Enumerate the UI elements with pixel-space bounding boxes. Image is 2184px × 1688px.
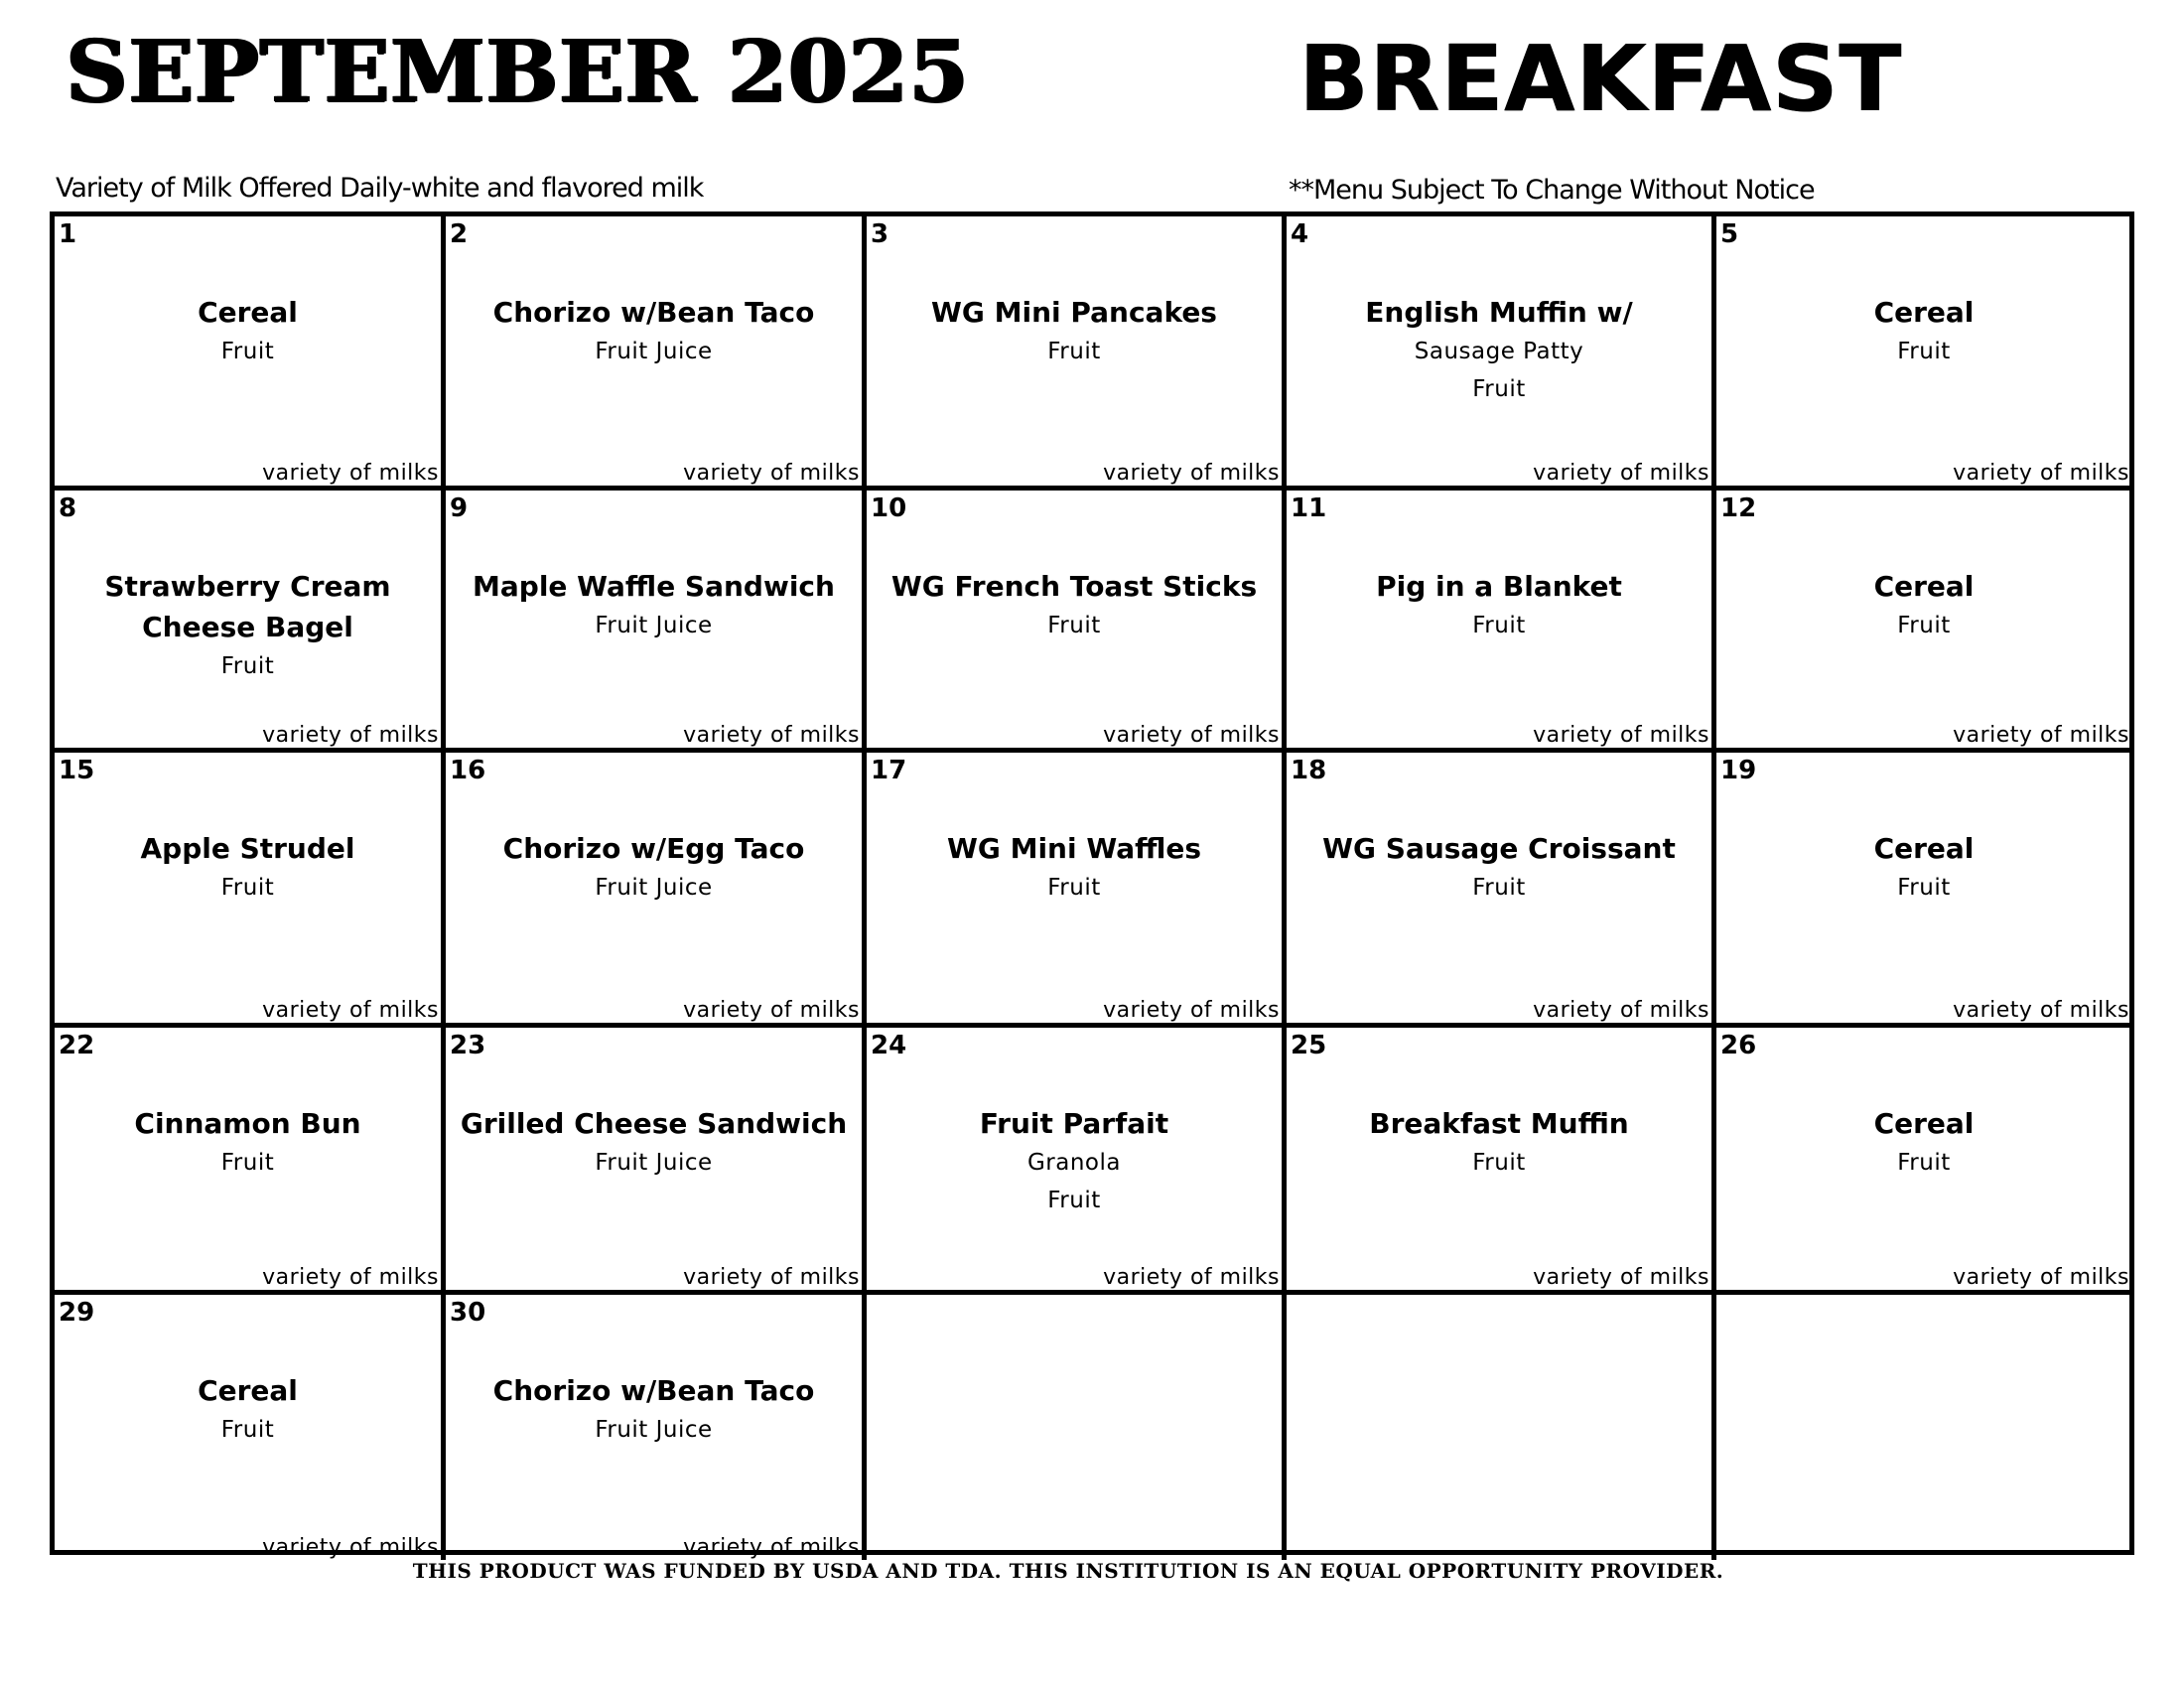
side-items: Sausage Patty Fruit (1414, 339, 1584, 402)
menu-change-note: **Menu Subject To Change Without Notice (1289, 175, 1815, 206)
main-item: Cereal (198, 1374, 298, 1407)
milk-note-cell: variety of milks (1103, 461, 1280, 486)
meal-entry (867, 1103, 1282, 1219)
calendar-day-cell (446, 753, 867, 1028)
day-number: 17 (871, 756, 907, 785)
calendar-day-cell (867, 216, 1287, 491)
day-number: 26 (1720, 1031, 1757, 1060)
main-item: WG Mini Waffles (946, 832, 1202, 865)
meal-entry (1716, 566, 2131, 644)
side-items: Fruit Juice (595, 875, 713, 901)
meal-entry (1287, 292, 1711, 408)
main-item: WG Mini Pancakes (931, 296, 1217, 329)
calendar-day-cell (1287, 1028, 1716, 1295)
calendar-day-cell (867, 491, 1287, 753)
side-items: Fruit (1472, 875, 1526, 901)
meal-entry (446, 292, 862, 370)
side-items: Fruit (1897, 1150, 1951, 1176)
calendar-day-cell (1716, 753, 2131, 1028)
usda-footer-note: THIS PRODUCT WAS FUNDED BY USDA AND TDA. THIS INSTITUTION IS AN EQUAL OPPORTUNITY PROVIDER. (412, 1559, 1724, 1583)
milk-note-cell: variety of milks (1533, 461, 1709, 486)
milk-note-cell: variety of milks (1953, 461, 2129, 486)
side-items: Fruit Juice (595, 1417, 713, 1443)
day-number: 9 (450, 493, 469, 523)
meal-entry (1716, 828, 2131, 907)
day-number: 4 (1291, 219, 1309, 249)
calendar-day-cell (1287, 753, 1716, 1028)
main-item: Chorizo w/Bean Taco (492, 1374, 815, 1407)
day-number: 12 (1720, 493, 1757, 523)
meal-entry (1287, 1103, 1711, 1182)
calendar-day-cell (55, 1028, 446, 1295)
side-items: Fruit (1897, 339, 1951, 364)
calendar-empty-cell (1287, 1295, 1716, 1560)
main-item: Cereal (1873, 1107, 1975, 1140)
calendar-day-cell (1287, 216, 1716, 491)
main-item: Maple Waffle Sandwich (473, 570, 835, 603)
side-items: Fruit (1897, 613, 1951, 638)
meal-entry (55, 828, 441, 907)
side-items: Fruit (220, 653, 275, 679)
milk-note-cell: variety of milks (1103, 998, 1280, 1023)
day-number: 25 (1291, 1031, 1327, 1060)
side-items: Fruit Juice (595, 613, 713, 638)
milk-note-cell: variety of milks (1533, 1265, 1709, 1290)
menu-title: BREAKFAST (1298, 26, 1902, 132)
day-number: 19 (1720, 756, 1757, 785)
main-item: Chorizo w/Egg Taco (502, 832, 805, 865)
side-items: Fruit (220, 339, 275, 364)
calendar-empty-cell (1716, 1295, 2131, 1560)
day-number: 10 (871, 493, 907, 523)
meal-entry (55, 292, 441, 370)
milk-note-cell: variety of milks (1103, 723, 1280, 748)
milk-note-cell: variety of milks (262, 1535, 439, 1560)
milk-note-cell: variety of milks (1533, 723, 1709, 748)
main-item: Fruit Parfait (979, 1107, 1169, 1140)
side-items: Fruit (220, 1417, 275, 1443)
meal-entry (446, 566, 862, 644)
side-items: Fruit (1897, 875, 1951, 901)
day-number: 3 (871, 219, 889, 249)
month-title: SEPTEMBER 2025 (66, 22, 970, 122)
meal-entry (1716, 1103, 2131, 1182)
main-item: Apple Strudel (140, 832, 355, 865)
calendar-empty-cell (867, 1295, 1287, 1560)
side-items: Fruit (1472, 1150, 1526, 1176)
calendar-day-cell (446, 1028, 867, 1295)
main-item: WG Sausage Croissant (1322, 832, 1676, 865)
calendar-day-cell (867, 1028, 1287, 1295)
side-items: Fruit Juice (595, 1150, 713, 1176)
side-items: Fruit (1047, 875, 1101, 901)
milk-note-cell: variety of milks (1953, 723, 2129, 748)
calendar-day-cell (1716, 1028, 2131, 1295)
side-items: Fruit Juice (595, 339, 713, 364)
meal-entry (55, 566, 441, 685)
main-item: Cinnamon Bun (134, 1107, 361, 1140)
main-item: Breakfast Muffin (1369, 1107, 1629, 1140)
meal-entry (55, 1103, 441, 1182)
milk-note-cell: variety of milks (262, 461, 439, 486)
calendar-day-cell (55, 216, 446, 491)
milk-note-cell: variety of milks (683, 1535, 860, 1560)
milk-note-cell: variety of milks (262, 998, 439, 1023)
calendar-day-cell (867, 753, 1287, 1028)
meal-entry (1716, 292, 2131, 370)
day-number: 1 (59, 219, 77, 249)
day-number: 2 (450, 219, 469, 249)
main-item: Strawberry Cream Cheese Bagel (104, 570, 391, 643)
calendar-day-cell (55, 491, 446, 753)
day-number: 8 (59, 493, 77, 523)
day-number: 23 (450, 1031, 486, 1060)
meal-entry (446, 1370, 862, 1449)
day-number: 18 (1291, 756, 1327, 785)
milk-note-cell: variety of milks (1953, 1265, 2129, 1290)
calendar-day-cell (446, 491, 867, 753)
calendar-day-cell (55, 753, 446, 1028)
side-items: Fruit (1047, 613, 1101, 638)
milk-note-cell: variety of milks (683, 1265, 860, 1290)
side-items: Fruit (220, 1150, 275, 1176)
day-number: 11 (1291, 493, 1327, 523)
day-number: 22 (59, 1031, 95, 1060)
milk-note-cell: variety of milks (1103, 1265, 1280, 1290)
side-items: Fruit (1472, 613, 1526, 638)
main-item: Cereal (1873, 570, 1975, 603)
calendar-day-cell (1287, 491, 1716, 753)
meal-entry (446, 828, 862, 907)
main-item: Cereal (1873, 832, 1975, 865)
calendar-day-cell (446, 216, 867, 491)
main-item: Grilled Cheese Sandwich (460, 1107, 848, 1140)
milk-note: Variety of Milk Offered Daily-white and flavored milk (56, 173, 704, 204)
day-number: 30 (450, 1298, 486, 1328)
milk-note-cell: variety of milks (683, 461, 860, 486)
calendar-day-cell (1716, 491, 2131, 753)
main-item: Pig in a Blanket (1376, 570, 1622, 603)
milk-note-cell: variety of milks (683, 723, 860, 748)
milk-note-cell: variety of milks (1953, 998, 2129, 1023)
meal-entry (867, 828, 1282, 907)
side-items: Granola Fruit (1026, 1150, 1121, 1213)
milk-note-cell: variety of milks (683, 998, 860, 1023)
main-item: WG French Toast Sticks (890, 570, 1258, 603)
day-number: 15 (59, 756, 95, 785)
meal-entry (867, 566, 1282, 644)
milk-note-cell: variety of milks (262, 723, 439, 748)
main-item: Chorizo w/Bean Taco (492, 296, 815, 329)
meal-entry (1287, 828, 1711, 907)
day-number: 29 (59, 1298, 95, 1328)
day-number: 24 (871, 1031, 907, 1060)
meal-entry (446, 1103, 862, 1182)
main-item: Cereal (198, 296, 298, 329)
side-items: Fruit (1047, 339, 1101, 364)
side-items: Fruit (220, 875, 275, 901)
meal-entry (867, 292, 1282, 370)
calendar-day-cell (1716, 216, 2131, 491)
meal-entry (1287, 566, 1711, 644)
main-item: Cereal (1873, 296, 1975, 329)
main-item: English Muffin w/ (1365, 296, 1633, 329)
milk-note-cell: variety of milks (1533, 998, 1709, 1023)
meal-entry (55, 1370, 441, 1449)
calendar-grid (50, 211, 2134, 1560)
day-number: 5 (1720, 219, 1739, 249)
calendar-day-cell (446, 1295, 867, 1560)
calendar-day-cell (55, 1295, 446, 1560)
milk-note-cell: variety of milks (262, 1265, 439, 1290)
day-number: 16 (450, 756, 486, 785)
